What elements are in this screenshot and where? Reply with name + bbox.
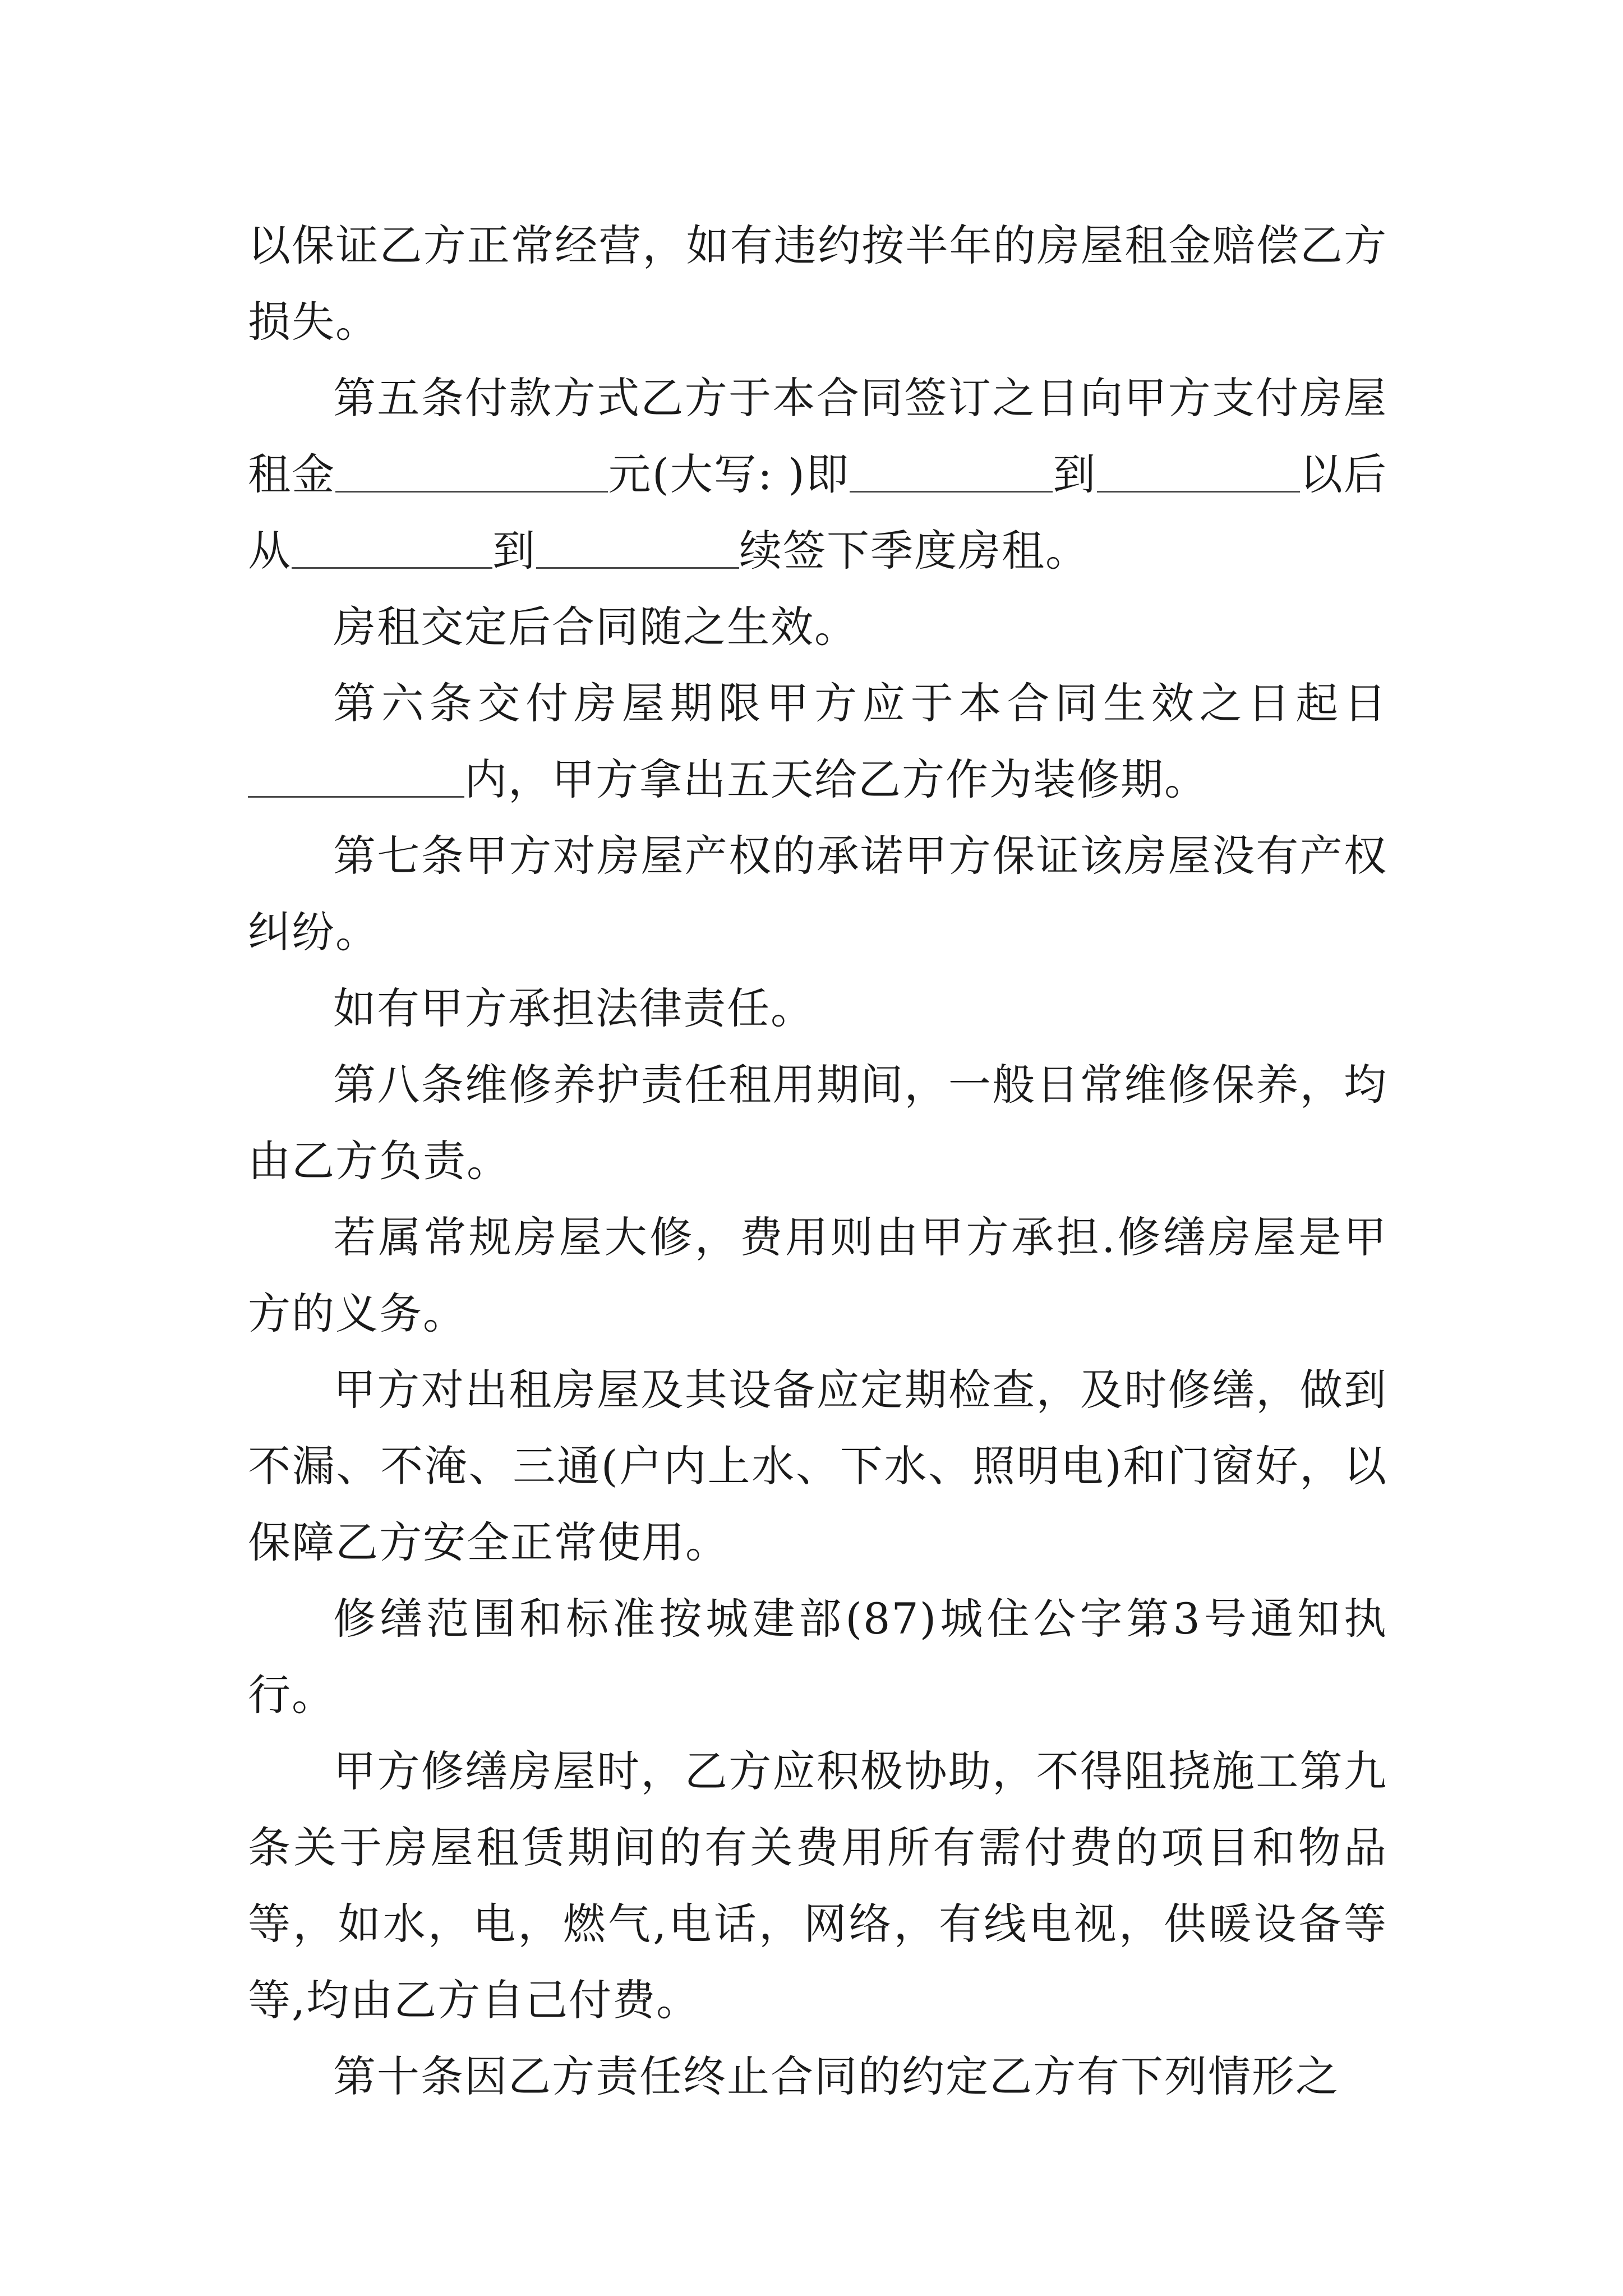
paragraph-repair-standard: 修缮范围和标准按城建部(87)城住公字第3号通知执行。 <box>248 1594 1387 1720</box>
delivery-days-blank <box>248 753 464 798</box>
paragraph-article-7-ownership: 第七条甲方对房屋产权的承诺甲方保证该房屋没有产权纠纷。 <box>248 831 1387 957</box>
paragraph-article-9-fees: 甲方修缮房屋时，乙方应积极协助，不得阻挠施工第九条关于房屋租赁期间的有关费用所有需付费的项目和物品等，如水，电，燃气,电话，网络，有线电视，供暖设备等等,均由乙方自己付费。 <box>248 1746 1387 2025</box>
paragraph-article-6-delivery <box>248 665 1387 818</box>
rent-amount-blank <box>335 448 608 493</box>
article-6-text-a: 第六条交付房屋期限甲方应于本合同生效之日起日 <box>333 678 1387 728</box>
article-5-text-e: 到 <box>492 526 536 576</box>
paragraph-article-5-payment <box>248 360 1387 589</box>
renewal-start-blank <box>292 524 492 569</box>
article-6-text-b: 内，甲方拿出五天给乙方作为装修期。 <box>464 754 1208 804</box>
paragraph-inspection: 甲方对出租房屋及其设备应定期检查，及时修缮，做到不漏、不淹、三通(户内上水、下水、照明电)和门窗好，以保障乙方安全正常使用。 <box>248 1365 1387 1567</box>
end-date-blank <box>1097 448 1300 493</box>
paragraph-major-repair: 若属常规房屋大修，费用则由甲方承担.修缮房屋是甲方的义务。 <box>248 1212 1387 1338</box>
article-5-text-f: 续签下季度房租。 <box>739 526 1089 576</box>
article-5-text-a: 第五条付款方式乙方于本合同签订之日向甲方支付房屋租金 <box>248 373 1387 499</box>
article-5-text-c: 到 <box>1053 449 1097 499</box>
paragraph-article-10-termination: 第十条因乙方责任终止合同的约定乙方有下列情形之 <box>333 2051 1339 2101</box>
paragraph-article-8-maintenance: 第八条维修养护责任租用期间，一般日常维修保养，均由乙方负责。 <box>248 1060 1387 1186</box>
start-date-blank <box>850 448 1053 493</box>
article-5-text-d: 以后从 <box>248 449 1387 576</box>
paragraph-compensation-clause: 以保证乙方正常经营，如有违约按半年的房屋租金赔偿乙方损失。 <box>248 220 1387 347</box>
contract-text <box>248 208 1387 2115</box>
renewal-end-blank <box>536 524 739 569</box>
article-5-text-b: 元(大写: )即 <box>608 449 850 499</box>
paragraph-legal-liability: 如有甲方承担法律责任。 <box>333 983 814 1033</box>
paragraph-effective: 房租交定后合同随之生效。 <box>333 602 858 652</box>
